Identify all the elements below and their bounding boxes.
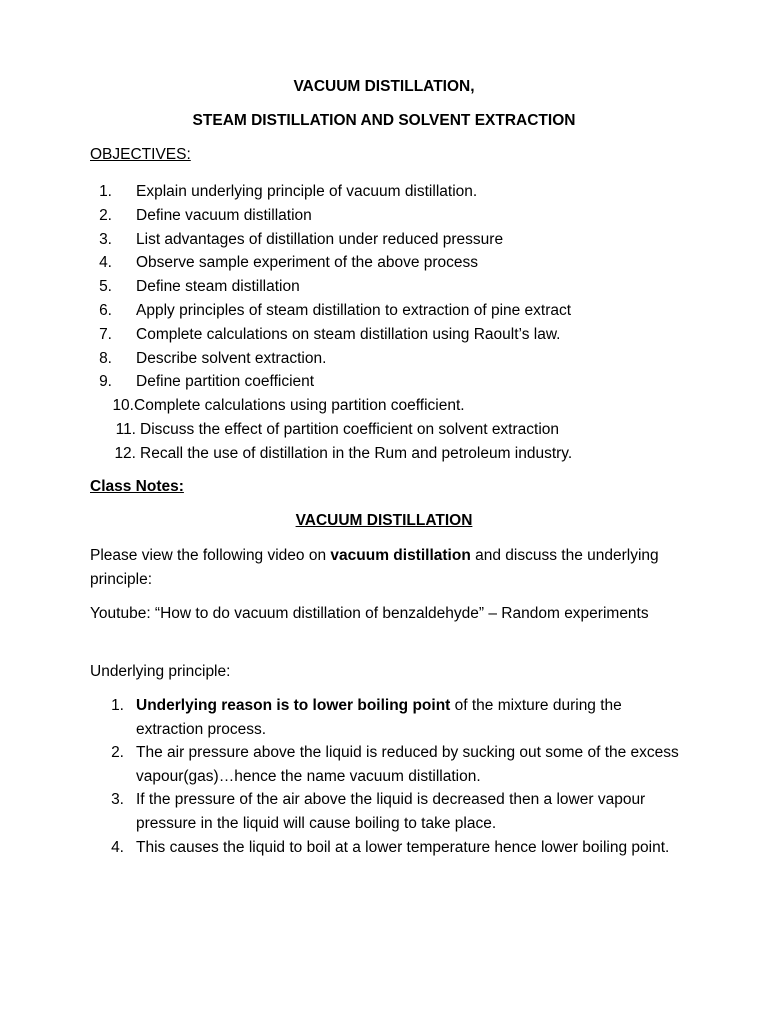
objective-number: 1. (99, 183, 112, 200)
objective-number: 7. (99, 325, 112, 343)
objective-item (90, 180, 572, 204)
objective-number: 10. (112, 397, 134, 415)
underlying-principle-label: Underlying principle: (90, 663, 231, 680)
objectives-heading: OBJECTIVES: (90, 146, 191, 163)
principle-number: 1. (111, 697, 124, 714)
objective-text: Observe sample experiment of the above process (136, 254, 479, 272)
objective-text: Discuss the effect of partition coefficient on solvent extraction (140, 420, 560, 438)
objective-number: 8. (99, 349, 112, 367)
intro-paragraph (90, 544, 690, 591)
youtube-reference: Youtube: “How to do vacuum distillation of benzaldehyde” – Random experiments (90, 605, 649, 622)
principle-bold-text: Underlying reason is to lower boiling point (136, 697, 451, 714)
principle-item (90, 836, 690, 860)
objective-text: Define partition coefficient (136, 373, 315, 391)
objective-item (90, 299, 572, 323)
objective-number: 9. (99, 373, 112, 391)
principle-text: This causes the liquid to boil at a lower temperature hence lower boiling point. (136, 838, 670, 856)
principle-item (90, 788, 690, 835)
principle-number: 2. (111, 744, 124, 762)
objective-item (90, 275, 572, 299)
objective-item (90, 204, 572, 228)
class-notes-heading: Class Notes: (90, 478, 184, 495)
intro-text-after: and discuss the underlying principle: (90, 547, 659, 588)
objective-item (90, 251, 572, 275)
objective-text: Describe solvent extraction. (136, 349, 327, 367)
objective-text: Complete calculations using partition coefficient. (134, 397, 465, 415)
principle-item (90, 741, 690, 788)
principle-text: If the pressure of the air above the liquid is decreased then a lower vapour pressure in the liquid will cause boiling to take place. (136, 791, 646, 832)
objective-item (90, 394, 572, 418)
document-title-line-1: VACUUM DISTILLATION, (293, 78, 475, 95)
objective-text: Define vacuum distillation (136, 206, 312, 224)
section-heading: VACUUM DISTILLATION (295, 512, 473, 529)
objective-item (90, 442, 572, 466)
principle-number: 3. (111, 791, 124, 809)
intro-text-bold: vacuum distillation (330, 547, 471, 564)
objective-text: List advantages of distillation under reduced pressure (136, 230, 504, 248)
objective-item (90, 347, 572, 371)
objective-text: Define steam distillation (136, 278, 300, 296)
principle-item (90, 694, 690, 741)
principle-number: 4. (111, 838, 124, 856)
objective-item (90, 418, 572, 442)
objective-number: 11. (115, 420, 136, 438)
objectives-list (90, 180, 572, 466)
objective-text: Apply principles of steam distillation to extraction of pine extract (136, 301, 572, 319)
objective-text: Recall the use of distillation in the Rum and petroleum industry. (140, 444, 573, 462)
objective-text: Complete calculations on steam distillation using Raoult’s law. (136, 325, 561, 343)
objective-number: 3. (99, 230, 112, 248)
objective-item (90, 228, 572, 252)
objective-number: 4. (99, 254, 112, 272)
document-title-line-2: STEAM DISTILLATION AND SOLVENT EXTRACTION (192, 112, 576, 129)
objective-text: Explain underlying principle of vacuum distillation. (136, 183, 478, 200)
objective-number: 12. (114, 444, 136, 462)
objective-item (90, 323, 572, 347)
objective-number: 5. (99, 278, 112, 296)
principle-list (90, 694, 690, 859)
principle-text: of the mixture during the extraction process. (136, 697, 622, 738)
objective-item (90, 370, 572, 394)
objective-number: 2. (99, 206, 112, 224)
objective-number: 6. (99, 301, 112, 319)
principle-text: The air pressure above the liquid is reduced by sucking out some of the excess vapour(gas)…hence the name vacuum distillation. (136, 744, 679, 785)
intro-text-before: Please view the following video on (90, 547, 331, 564)
